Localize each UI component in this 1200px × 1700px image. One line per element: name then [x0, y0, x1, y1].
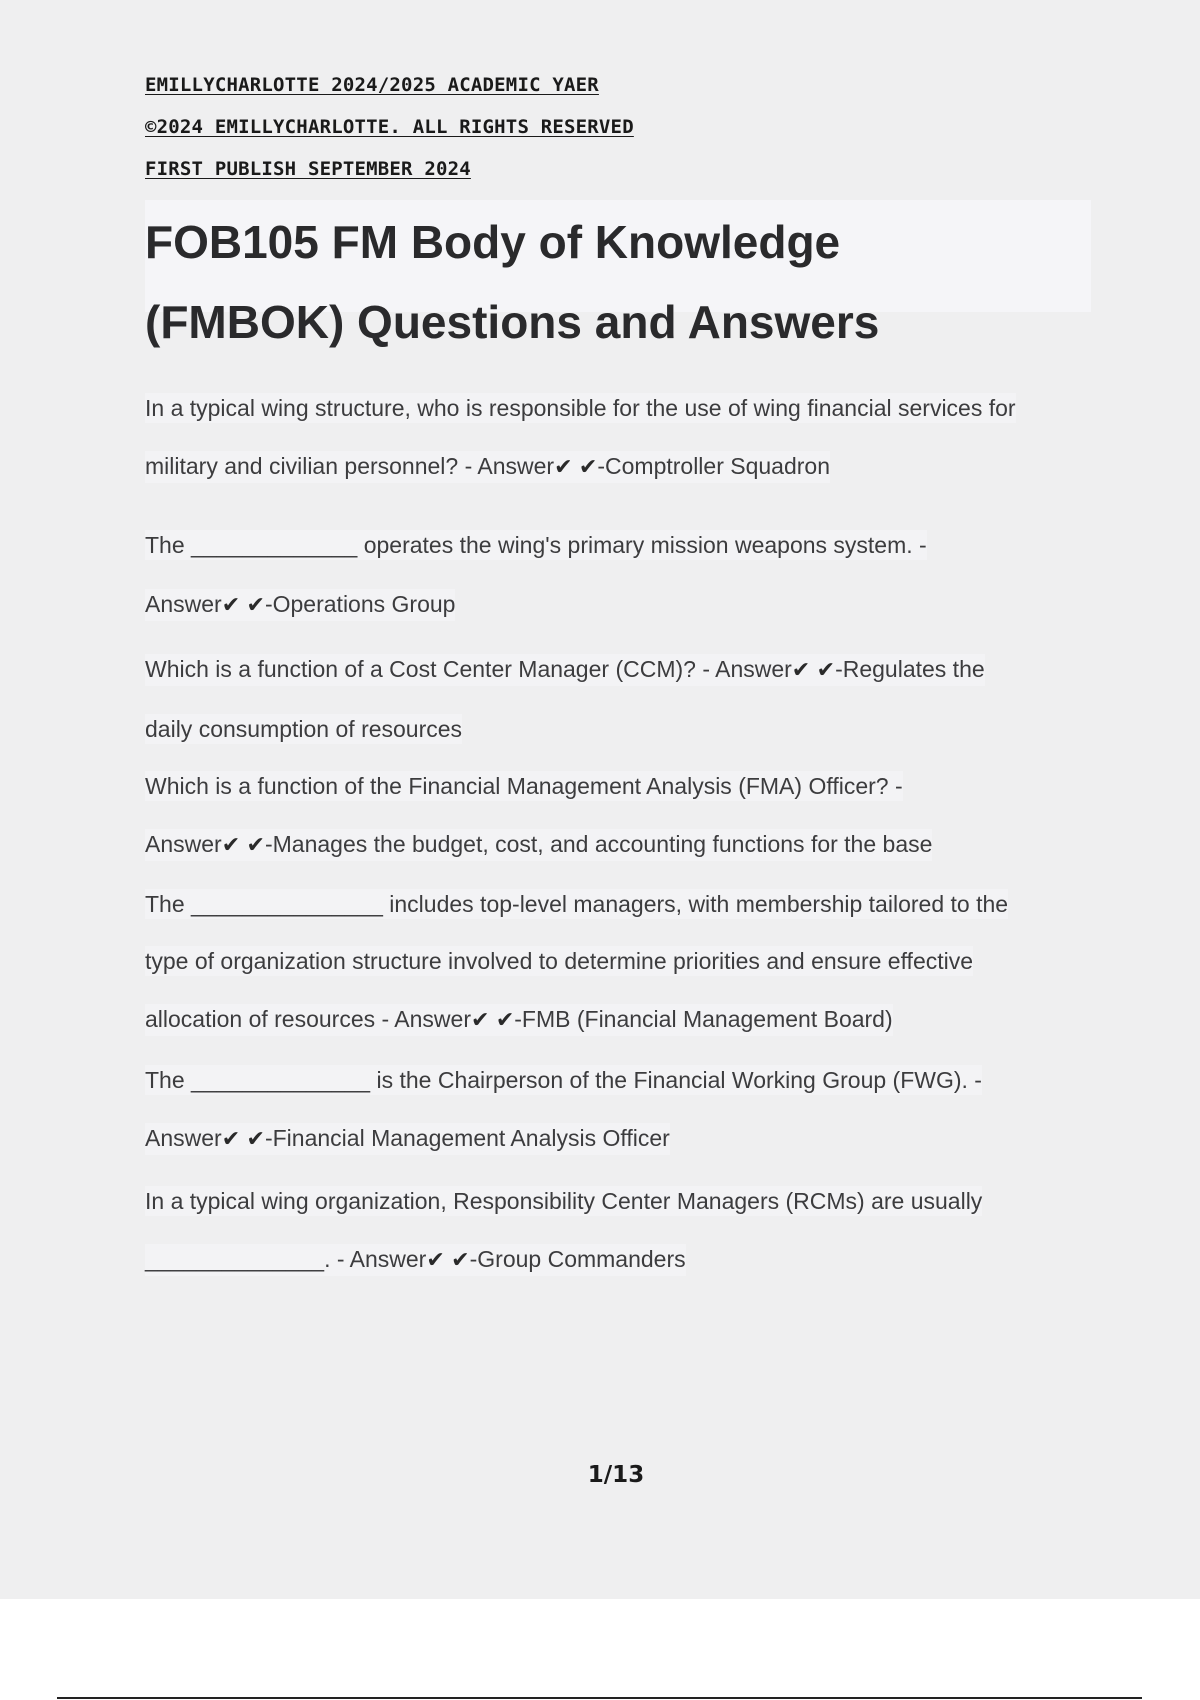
title-block	[145, 200, 1091, 348]
checkmark-icon: ✔	[221, 593, 241, 618]
qa-line: Answer✔ ✔-Manages the budget, cost, and accounting functions for the base	[145, 829, 932, 861]
qa-line: Answer✔ ✔-Operations Group	[145, 589, 455, 621]
qa-line: type of organization structure involved to determine priorities and ensure effective	[145, 948, 974, 974]
header-copyright: ©2024 EMILLYCHARLOTTE. ALL RIGHTS RESERVED	[145, 116, 634, 138]
qa-line: allocation of resources - Answer✔ ✔-FMB (Financial Management Board)	[145, 1004, 893, 1036]
qa-line: ______________. - Answer✔ ✔-Group Commanders	[145, 1244, 686, 1276]
header-academic-year: EMILLYCHARLOTTE 2024/2025 ACADEMIC YAER	[145, 74, 599, 96]
qa-line: The _______________ includes top-level managers, with membership tailored to the	[145, 891, 1009, 917]
checkmark-icon: ✔	[816, 658, 836, 683]
checkmark-icon: ✔	[495, 1008, 515, 1033]
checkmark-icon: ✔	[554, 455, 573, 480]
checkmark-icon: ✔	[221, 1127, 241, 1152]
qa-line: The ______________ is the Chairperson of the Financial Working Group (FWG). -	[145, 1067, 982, 1093]
checkmark-icon: ✔	[791, 658, 811, 683]
checkmark-icon: ✔	[578, 455, 598, 480]
checkmark-icon: ✔	[246, 833, 265, 858]
answer-text: -FMB (Financial Management Board)	[514, 1006, 893, 1032]
checkmark-icon: ✔	[426, 1248, 445, 1273]
answer-text: -Manages the budget, cost, and accounting functions for the base	[264, 831, 933, 857]
document-title: FOB105 FM Body of Knowledge (FMBOK) Questions and Answers	[145, 216, 880, 348]
header-publish-date: FIRST PUBLISH SEPTEMBER 2024	[145, 158, 471, 180]
qa-line: Which is a function of the Financial Management Analysis (FMA) Officer? -	[145, 773, 903, 799]
checkmark-icon: ✔	[221, 833, 241, 858]
qa-line: daily consumption of resources	[145, 716, 463, 742]
qa-line: In a typical wing organization, Responsibility Center Managers (RCMs) are usually	[145, 1188, 983, 1214]
answer-text: -Regulates the	[835, 656, 985, 682]
checkmark-icon: ✔	[246, 593, 265, 618]
qa-line: Answer✔ ✔-Financial Management Analysis Officer	[145, 1123, 670, 1155]
answer-text: -Operations Group	[264, 591, 456, 617]
checkmark-icon: ✔	[246, 1127, 265, 1152]
page-number: 1/13	[587, 1462, 645, 1488]
qa-line: In a typical wing structure, who is responsible for the use of wing financial services for	[145, 395, 1016, 421]
answer-text: -Group Commanders	[469, 1246, 686, 1272]
qa-line: military and civilian personnel? - Answer✔ ✔-Comptroller Squadron	[145, 451, 830, 483]
answer-text: -Financial Management Analysis Officer	[264, 1125, 670, 1151]
checkmark-icon: ✔	[471, 1008, 490, 1033]
next-page-divider	[57, 1697, 1142, 1699]
qa-line: Which is a function of a Cost Center Manager (CCM)? - Answer✔ ✔-Regulates the	[145, 654, 985, 686]
checkmark-icon: ✔	[451, 1248, 470, 1273]
answer-text: -Comptroller Squadron	[597, 453, 831, 479]
qa-line: The _____________ operates the wing's primary mission weapons system. -	[145, 532, 927, 558]
